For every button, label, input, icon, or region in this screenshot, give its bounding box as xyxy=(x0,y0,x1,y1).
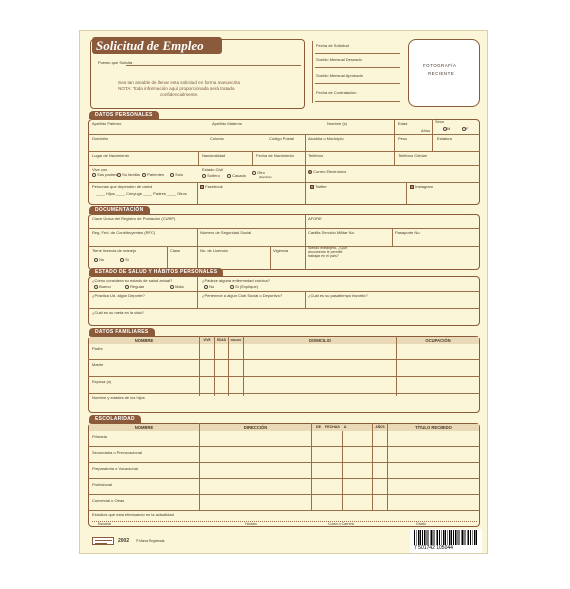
explicar-label: (Explicar) xyxy=(259,175,272,179)
licencia-no-label: No xyxy=(99,257,105,263)
parientes-radio[interactable] xyxy=(142,173,146,177)
note-line-2: NOTA: Toda información aquí proporcionada será tratada xyxy=(118,86,235,91)
col-line xyxy=(305,214,306,270)
row-line xyxy=(88,510,480,511)
cronica-si-label: Sí xyxy=(235,284,239,290)
barcode-number: 7 501742 105044 xyxy=(414,545,453,551)
row-line xyxy=(88,151,480,152)
cronica-no-label: No xyxy=(209,284,215,290)
fam-col-finado: FINADO xyxy=(230,338,242,342)
fam-col-domicilio: DOMICILIO xyxy=(244,337,396,344)
col-line xyxy=(311,423,312,510)
domicilio-label: Domicilio xyxy=(92,136,109,141)
otros-text: Otros xyxy=(176,191,187,196)
esc-col-anos: AÑOS xyxy=(373,424,387,431)
dependen-label: Personas que dependen de usted xyxy=(92,184,153,189)
col-line xyxy=(198,151,199,165)
facebook-option[interactable] xyxy=(200,185,223,189)
col-line xyxy=(199,423,200,510)
soltero-radio[interactable] xyxy=(202,174,206,178)
barcode-bars xyxy=(414,530,478,545)
conyuge-text: Cónyuge xyxy=(126,191,143,196)
sus-padres-option[interactable] xyxy=(92,173,117,177)
soltero-label: Soltero xyxy=(207,173,220,179)
fecha-solicitud-label: Fecha de Solicitud xyxy=(316,43,349,48)
section-escolaridad: ESCOLARIDAD xyxy=(89,415,141,423)
col-line xyxy=(387,423,388,510)
header-divider xyxy=(312,41,313,103)
facebook-label: Facebook xyxy=(205,184,223,190)
nombres-label: Nombre (s) xyxy=(327,121,348,126)
estudios-actual-label: Estudios que esta efectuando en la actualidad xyxy=(92,512,174,517)
f-label: F xyxy=(466,126,469,132)
nss-label: Número de Seguridad Social xyxy=(200,230,252,235)
cartilla-label: Cartilla Servicio Militar No. xyxy=(308,230,355,235)
malo-option[interactable] xyxy=(170,285,184,289)
su-familia-label: Su familia xyxy=(122,172,140,178)
salud-q1: ¿Cómo considera su estado de salud actual? xyxy=(92,278,173,283)
sueldo-deseado-line xyxy=(315,67,400,68)
fechas-label: FECHAS xyxy=(325,425,340,429)
col-line xyxy=(214,336,215,396)
brand-logo-mark xyxy=(95,543,107,544)
anos-label: Años xyxy=(421,128,431,133)
section-salud: ESTADO DE SALUD Y HÁBITOS PERSONALES xyxy=(89,268,223,276)
marca-registrada: ® Marca Registrada xyxy=(136,539,165,543)
sexo-m-option[interactable] xyxy=(443,127,450,131)
explique-label: (Explique) xyxy=(240,284,259,290)
row-line xyxy=(88,393,480,394)
cp-label: Código Postal xyxy=(269,136,294,141)
lugar-nac-label: Lugar de Nacimiento xyxy=(92,153,129,158)
row-line xyxy=(88,246,480,247)
extranjero-label-2: documento le permite xyxy=(308,250,343,254)
esc-col-fechas xyxy=(312,424,372,431)
edad-label: Edad xyxy=(398,121,408,126)
twitter-label: Twitter xyxy=(315,184,327,190)
estado-civil-label: Estado Civil xyxy=(202,167,224,172)
row-line xyxy=(88,291,480,292)
col-line xyxy=(243,336,244,396)
casado-option[interactable] xyxy=(227,174,246,178)
cronica-si-option[interactable] xyxy=(230,285,258,289)
sexo-label: Sexo xyxy=(435,119,445,124)
correo-option[interactable] xyxy=(308,170,346,174)
estatura-label: Estatura xyxy=(437,136,452,141)
bueno-option[interactable] xyxy=(94,285,111,289)
fam-col-ocupacion: OCUPACIÓN xyxy=(397,337,479,344)
fam-row-madre: Madre xyxy=(92,362,104,367)
tel-celular-label: Teléfono Celular xyxy=(398,153,427,158)
fecha-nac-label: Fecha de Nacimiento xyxy=(256,153,294,158)
parientes-label: Parientes xyxy=(147,172,165,178)
cronica-no-option[interactable] xyxy=(204,285,214,289)
col-line xyxy=(342,431,343,510)
casado-radio[interactable] xyxy=(227,174,231,178)
facebook-icon xyxy=(200,185,204,189)
col-line xyxy=(197,276,198,308)
row-line xyxy=(88,376,480,377)
col-line xyxy=(197,182,198,205)
col-line xyxy=(197,228,198,270)
m-label: M xyxy=(447,126,451,132)
fam-row-padre: Padre xyxy=(92,346,103,351)
col-line xyxy=(305,165,306,205)
otro-label: Otro xyxy=(257,170,265,176)
col-line xyxy=(270,246,271,270)
otro-radio[interactable] xyxy=(252,171,256,175)
salud-q6: ¿Cuál es su meta en la vida? xyxy=(92,310,144,315)
licencia-si-label: Sí xyxy=(125,257,129,263)
instagram-option[interactable] xyxy=(410,185,433,189)
fecha-contratacion-label: Fecha de Contratación xyxy=(316,90,357,95)
curp-label: Clave Única del Registro de Población (CURP) xyxy=(92,216,176,221)
col-line xyxy=(372,423,373,510)
peso-label: Peso xyxy=(398,136,408,141)
nacionalidad-label: Nacionalidad xyxy=(202,153,226,158)
row-line xyxy=(88,494,480,495)
note-line-3: confidencialmente. xyxy=(160,92,199,97)
section-documentacion: DOCUMENTACIÓN xyxy=(89,206,150,214)
a-label: A xyxy=(343,425,347,429)
curso-label: Curso o Carrera xyxy=(328,522,354,526)
rfc-label: Reg. Fed. de Contribuyentes (RFC) xyxy=(92,230,156,235)
col-line xyxy=(392,228,393,246)
brand-logo xyxy=(92,537,114,545)
salud-box xyxy=(88,276,480,326)
malo-label: Malo xyxy=(175,284,184,290)
alcaldia-label: Alcaldía o Municipio xyxy=(308,136,344,141)
row-line xyxy=(88,446,480,447)
bueno-radio[interactable] xyxy=(94,285,98,289)
row-line xyxy=(88,134,480,135)
licencia-si-radio[interactable] xyxy=(120,258,124,262)
esc-row-secundaria: Secundaria o Prevocacional xyxy=(92,450,142,455)
fecha-contratacion-line xyxy=(315,101,400,102)
documentacion-box xyxy=(88,214,480,270)
sueldo-deseado-label: Sueldo Mensual Deseado xyxy=(316,57,362,62)
extranjero-label-3: trabajar en el país? xyxy=(308,254,339,258)
telefono-label: Teléfono xyxy=(308,153,324,158)
photo-label-1: FOTOGRAFÍA xyxy=(423,63,457,68)
solo-radio[interactable] xyxy=(170,173,174,177)
vigencia-label: Vigencia xyxy=(273,248,289,253)
padres-text: Padres xyxy=(153,191,166,196)
apellido-paterno-label: Apellido Paterno xyxy=(92,121,122,126)
fam-row-hijos: Nombre y edades de los hijos xyxy=(92,395,145,400)
licencia-no-option[interactable] xyxy=(94,258,104,262)
cronica-si-radio[interactable] xyxy=(230,285,234,289)
parientes-option[interactable] xyxy=(142,173,164,177)
extranjero-label-1: Siendo extranjero, ¿Qué xyxy=(308,246,348,250)
esc-col-direccion: DIRECCIÓN xyxy=(200,424,311,431)
form-code: 2002 xyxy=(118,538,130,544)
pasaporte-label: Pasaporte No. xyxy=(395,230,421,235)
hijos-label: ____ Hijos ____ Cónyuge ____ Padres ____ Otros xyxy=(96,191,187,196)
apellido-materno-label: Apellido Materno xyxy=(212,121,243,126)
instagram-label: Instagram xyxy=(415,184,433,190)
fam-col-vive: VIVE xyxy=(200,337,214,344)
licencia-si-option[interactable] xyxy=(120,258,129,262)
col-line xyxy=(228,336,229,396)
fam-row-esposa: Esposa (o) xyxy=(92,379,112,384)
salud-q4: ¿Pertenece a algún Club Social o Deportivo? xyxy=(202,293,283,298)
familiares-box xyxy=(88,336,480,413)
salud-q2: ¿Padece alguna enfermedad crónica? xyxy=(202,278,270,283)
solo-label: Solo xyxy=(175,172,184,178)
col-line xyxy=(394,119,395,165)
col-line xyxy=(305,291,306,308)
esc-row-preparatoria: Preparatoria o Vocacional xyxy=(92,466,138,471)
soltero-option[interactable] xyxy=(202,174,220,178)
puesto-label: Puesto que Solicita xyxy=(98,60,133,65)
licencia-no-radio[interactable] xyxy=(94,258,98,262)
afore-label: AFORE xyxy=(308,216,322,221)
col-line xyxy=(305,134,306,165)
malo-radio[interactable] xyxy=(170,285,174,289)
clase-label: Clase xyxy=(170,248,181,253)
fam-col-edad: EDAD xyxy=(216,338,227,342)
sexo-f-option[interactable] xyxy=(462,127,468,131)
regular-label: Regular xyxy=(130,284,145,290)
col-line xyxy=(252,151,253,165)
colonia-label: Colonia xyxy=(210,136,224,141)
regular-option[interactable] xyxy=(125,285,144,289)
esc-row-comercial: Comercial u Otras xyxy=(92,498,125,503)
col-line xyxy=(199,336,200,396)
esc-row-profesional: Profesional xyxy=(92,482,113,487)
row-line xyxy=(88,308,480,309)
no-licencia-label: No. de Licencia xyxy=(200,248,228,253)
fam-col-nombre: NOMBRE xyxy=(89,337,199,344)
salud-q5: ¿Cuál es su pasatiempo favorito? xyxy=(308,293,368,298)
cronica-no-radio[interactable] xyxy=(204,285,208,289)
row-line xyxy=(88,165,480,166)
sueldo-aprobado-line xyxy=(315,83,400,84)
row-line xyxy=(88,462,480,463)
col-line xyxy=(432,119,433,151)
sus-padres-label: Sus padres xyxy=(97,172,118,178)
sus-padres-radio[interactable] xyxy=(92,173,96,177)
col-line xyxy=(406,182,407,205)
escuela-label: Escuela xyxy=(98,522,111,526)
puesto-line xyxy=(126,65,301,66)
note-line-1: Sea tan amable de llenar esta solicitud en forma manuscrita xyxy=(118,80,241,85)
photo-label-2: RECIENTE xyxy=(428,71,455,76)
correo-label: Correo Electrónico xyxy=(313,169,347,175)
esc-col-nombre: NOMBRE xyxy=(89,424,199,431)
form-title: Solicitud de Empleo xyxy=(96,38,204,53)
hijos-text: Hijos xyxy=(106,191,115,196)
brand-logo-mark xyxy=(95,540,112,541)
vive-con-label: Vive con xyxy=(92,167,108,172)
su-familia-radio[interactable] xyxy=(117,173,121,177)
instagram-icon xyxy=(410,185,414,189)
section-datos-personales: DATOS PERSONALES xyxy=(89,111,159,119)
regular-radio[interactable] xyxy=(125,285,129,289)
barcode xyxy=(410,529,482,553)
sueldo-aprobado-label: Sueldo Mensual Aprobado xyxy=(316,73,363,78)
row-line xyxy=(88,228,480,229)
solo-option[interactable] xyxy=(170,173,183,177)
col-line xyxy=(396,336,397,396)
application-form-sheet xyxy=(79,30,488,554)
esc-row-primaria: Primaria xyxy=(92,434,107,439)
salud-q3: ¿Practica Ud. algún Deporte? xyxy=(92,293,145,298)
licencia-label: Tiene licencia de manejo xyxy=(92,248,137,253)
section-familiares: DATOS FAMILIARES xyxy=(89,328,155,336)
esc-col-titulo: TÍTULO RECIBIDO xyxy=(388,424,479,431)
bueno-label: Bueno xyxy=(99,284,111,290)
casado-label: Casado xyxy=(232,173,246,179)
col-line xyxy=(167,246,168,270)
horario-label: Horario xyxy=(245,522,257,526)
fecha-solicitud-line xyxy=(315,53,400,54)
row-line xyxy=(88,359,480,360)
de-label: DE xyxy=(316,425,321,429)
grado-label: Grado xyxy=(416,522,426,526)
row-line xyxy=(88,182,480,183)
twitter-option[interactable] xyxy=(310,185,327,189)
correo-icon xyxy=(308,170,312,174)
twitter-icon xyxy=(310,185,314,189)
su-familia-option[interactable] xyxy=(117,173,140,177)
row-line xyxy=(88,478,480,479)
